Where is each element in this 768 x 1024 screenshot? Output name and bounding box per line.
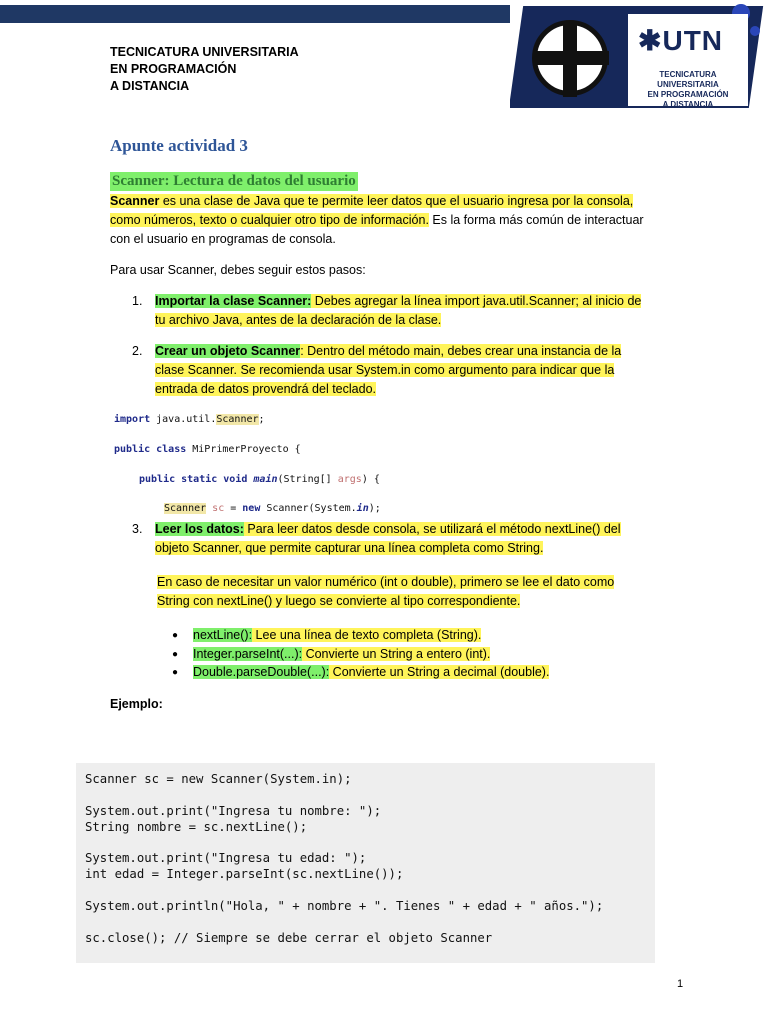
step-3: Leer los datos: Para leer datos desde consola, se utilizará el método nextLine() del objeto Scanner, que permite capturar una línea completa como String. xyxy=(155,522,621,555)
bullet-item: nextLine(): Lee una línea de texto completa (String). xyxy=(193,628,482,642)
logo-text: ✱UTN xyxy=(638,25,724,56)
header-bar xyxy=(0,5,510,23)
code-image-line: Scanner sc = new Scanner(System.in); xyxy=(164,503,381,514)
utn-logo xyxy=(510,0,768,108)
bullet-item: Integer.parseInt(...): Convierte un String a entero (int). xyxy=(193,647,491,661)
step-2: Crear un objeto Scanner: Dentro del método main, debes crear una instancia de la clase Scanner. Se recomienda usar System.in como argumento para indicar que la entrada de datos provendrá del teclado. xyxy=(155,344,622,396)
step-number: 2. xyxy=(132,344,143,358)
code-image-line: public static void main(String[] args) { xyxy=(139,474,380,485)
bullet-item: Double.parseDouble(...): Convierte un String a decimal (double). xyxy=(193,665,550,679)
code-line: int edad = Integer.parseInt(sc.nextLine()); xyxy=(85,867,404,881)
step-1: Importar la clase Scanner: Debes agregar la línea import java.util.Scanner; al inicio de tu archivo Java, antes de la declaración de la clase. xyxy=(155,294,642,327)
page-number: 1 xyxy=(677,978,684,990)
utn-emblem-icon xyxy=(532,20,608,96)
header-title: TECNICATURA UNIVERSITARIA EN PROGRAMACIÓN A DISTANCIA xyxy=(110,45,299,93)
bullet-icon: ● xyxy=(172,630,179,641)
example-label: Ejemplo: xyxy=(110,697,163,711)
step-number: 3. xyxy=(132,522,143,536)
bullet-icon: ● xyxy=(172,649,179,660)
step-number: 1. xyxy=(132,294,143,308)
code-line: Scanner sc = new Scanner(System.in); xyxy=(85,772,352,786)
code-line: sc.close(); // Siempre se debe cerrar el objeto Scanner xyxy=(85,931,493,945)
code-image-line: import java.util.Scanner; xyxy=(114,414,265,425)
page-title: Apunte actividad 3 xyxy=(110,136,248,155)
code-line: System.out.print("Ingresa tu nombre: "); xyxy=(85,804,382,818)
code-line: System.out.println("Hola, " + nombre + ". Tienes " + edad + " años."); xyxy=(85,899,604,913)
code-line: System.out.print("Ingresa tu edad: "); xyxy=(85,851,367,865)
logo-subtitle: TECNICATURA UNIVERSITARIA EN PROGRAMACIÓN A DISTANCIA xyxy=(647,70,729,108)
logo-dot xyxy=(750,26,760,36)
bullet-icon: ● xyxy=(172,667,179,678)
step-3-note: En caso de necesitar un valor numérico (int o double), primero se lee el dato como String con nextLine() y luego se convierte al tipo correspondiente. xyxy=(157,575,615,608)
section-title: Scanner: Lectura de datos del usuario xyxy=(112,173,356,189)
code-line: String nombre = sc.nextLine(); xyxy=(85,820,308,834)
code-image-line: public class MiPrimerProyecto { xyxy=(114,444,301,455)
steps-intro: Para usar Scanner, debes seguir estos pasos: xyxy=(110,263,366,277)
intro-paragraph: Scanner es una clase de Java que te permite leer datos que el usuario ingresa por la consola, como números, texto o cualquier otro tipo de información. Es la forma más común de interactuar con el usuario en programas de consola. xyxy=(110,194,644,246)
